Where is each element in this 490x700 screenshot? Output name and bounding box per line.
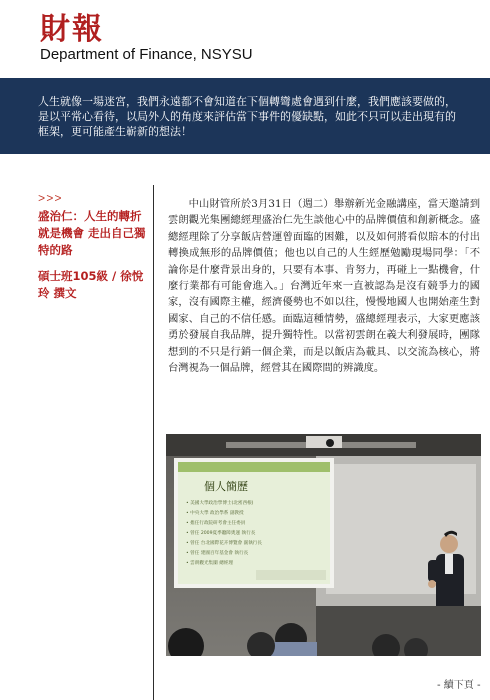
slide-title: 個人簡歷 <box>204 480 248 493</box>
slide-line: • 雲朗觀光集團 總經理 <box>186 561 233 566</box>
article-body: 中山財管所於3月31日（週二）舉辦新光金融講座，當天邀請到雲朗觀光集團總經理盛治仁先生談他心中的品牌價值和創新概念。盛總經理除了分享飯店營運曾面臨的困難，以及如何將看似賠本的付出轉換成無形的品牌價值；他也以自己的人生經歷勉勵現場同學：「不論你是什麼背景出身的，只要有本事、肯努力，再碰上一點機會，什麼行業都有可能會進入。」台灣近年來一直被認為是沒有競爭力的國家，沒有國際主權，經濟優勢也不如以往，慢慢地國人也開始產生對國家、自己的不信任感。面臨這種情勢，盛總經理表示，大家更應該勇於發展自我品牌，提升獨特性。以當初雲朗在義大利發展時，團隊想到的不只是行銷一個企業，而是以飯店為載具、以交流為核心，將台灣視為一個品牌，經營其在國際間的辨識度。 <box>168 198 480 375</box>
continue-next-page: - 續下頁 - <box>437 680 481 691</box>
slide-line: • 曾任 台北國際花卉博覽會 副執行長 <box>186 541 262 546</box>
article-sidebar <box>38 192 146 302</box>
lecture-photo <box>166 434 481 656</box>
banner-quote-text: 人生就像一場迷宮，我們永遠都不會知道在下個轉彎處會遇到什麼，我們應該要做的，是以平常心看待，以局外人的角度來評估當下事件的優缺點，如此不只可以走出現有的框架，更可能產生嶄新的想法！ <box>38 95 456 138</box>
slide-line: • 美國大學政治學博士(北密西根) <box>186 501 254 506</box>
article-author: 碩士班105級 / 徐悅玲 撰文 <box>38 269 144 300</box>
slide-line: • 擔任行政院研考會主任委員 <box>186 521 246 526</box>
slide-line: • 曾任 2009夏季聽障奧運 執行長 <box>186 531 256 536</box>
arrows-decoration: >>> <box>38 192 63 206</box>
article-title: 盛治仁：人生的轉折就是機會 走出自己獨特的路 <box>38 209 146 257</box>
publication-logo: 財報 <box>40 12 104 47</box>
slide-line: • 曾任 建國百年基金會 執行長 <box>186 551 249 556</box>
masthead <box>0 0 490 80</box>
department-name: Department of Finance, NSYSU <box>40 46 253 63</box>
quote-banner <box>0 78 490 154</box>
column-divider <box>153 185 154 700</box>
slide-line: • 中央大學 政治學系 副教授 <box>186 511 244 516</box>
